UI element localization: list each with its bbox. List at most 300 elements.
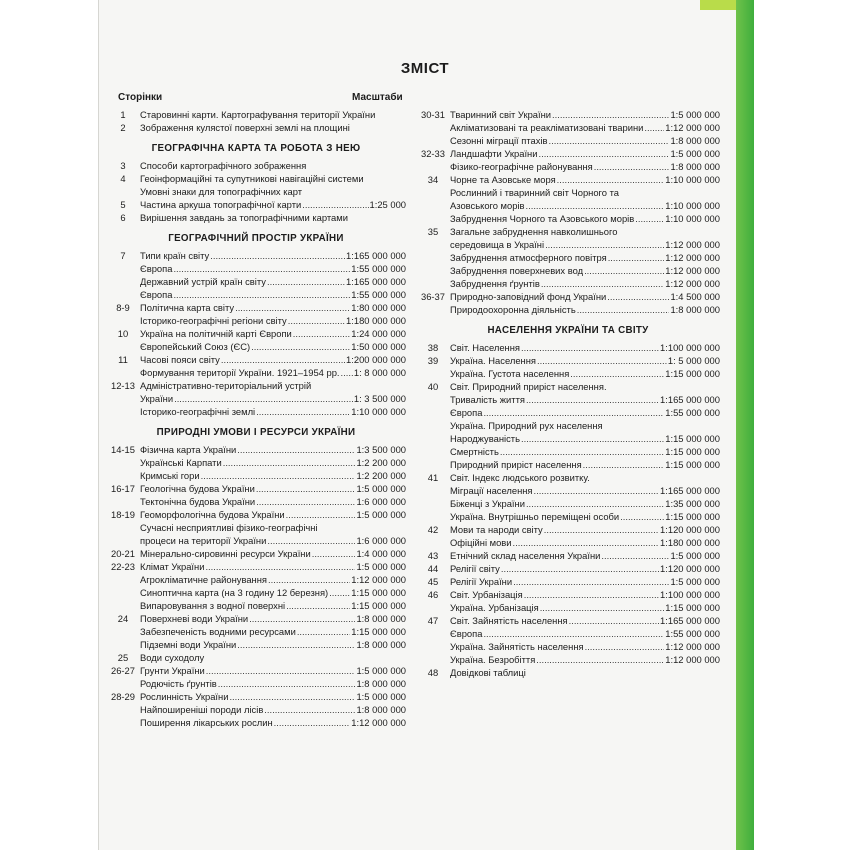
scale-value: 1:3 500 000	[356, 444, 406, 455]
dot-leader	[312, 547, 356, 560]
scale-value: 1:6 000 000	[356, 496, 406, 507]
entry-title: Часові пояси світу	[140, 354, 220, 365]
entry-title: Мови та народи світу	[450, 524, 543, 535]
toc-entry[interactable]	[416, 238, 720, 251]
entry-title: Державний устрій країн світу	[140, 276, 266, 287]
toc-entry[interactable]	[416, 419, 720, 432]
toc-entry[interactable]	[106, 379, 406, 392]
entry-title: Світ. Природний приріст населення.	[450, 381, 607, 392]
dot-leader	[229, 690, 355, 703]
dot-leader	[201, 469, 356, 482]
dot-leader	[267, 275, 345, 288]
entry-title: Політична карта світу	[140, 302, 235, 313]
page-number: 8-9	[116, 302, 130, 313]
page-number: 45	[427, 576, 439, 587]
dot-leader	[256, 495, 355, 508]
toc-entry[interactable]	[106, 443, 406, 456]
toc-entry[interactable]	[106, 560, 406, 573]
page-number: 40	[427, 381, 439, 392]
entry-title: Способи картографічного зображення	[140, 160, 307, 171]
entry-title: Зображення кулястої поверхні землі на площині	[140, 122, 350, 133]
scale-value: 1:12 000 000	[665, 641, 720, 652]
toc-entry[interactable]	[106, 249, 406, 262]
toc-entry[interactable]	[106, 547, 406, 560]
dot-leader	[268, 573, 350, 586]
page-number: 18-19	[111, 509, 135, 520]
dot-leader	[521, 432, 664, 445]
entry-title: Умовні знаки для топографічних карт	[140, 186, 303, 197]
scale-value: 1:120 000 000	[660, 563, 720, 574]
toc-entry[interactable]	[416, 251, 720, 264]
scale-value: 1:5 000 000	[356, 509, 406, 520]
scale-value: 1:15 000 000	[665, 511, 720, 522]
scale-value: 1:8 000 000	[670, 304, 720, 315]
scale-value: 1:12 000 000	[665, 122, 720, 133]
entry-title: Європа	[140, 263, 173, 274]
scale-value: 1:10 000 000	[665, 200, 720, 211]
entry-title: Україна. Внутрішньо переміщені особи	[450, 511, 620, 522]
scale-value: 1:5 000 000	[356, 665, 406, 676]
entry-title: Частина аркуша топографічної карти	[140, 199, 302, 210]
toc-entry[interactable]	[416, 380, 720, 393]
entry-title: Біженці з України	[450, 498, 525, 509]
toc-entry[interactable]	[416, 588, 720, 601]
scale-value: 1:15 000 000	[351, 600, 406, 611]
dot-leader	[205, 560, 355, 573]
dot-leader	[544, 523, 659, 536]
entry-title: Рослинність України	[140, 691, 229, 702]
toc-entry[interactable]	[416, 471, 720, 484]
page-number: 11	[118, 354, 128, 365]
toc-entry[interactable]	[416, 277, 720, 290]
scale-value: 1:5 000 000	[670, 550, 720, 561]
toc-entry[interactable]	[416, 225, 720, 238]
entry-title: Кримські гори	[140, 470, 200, 481]
scale-value: 1:12 000 000	[665, 654, 720, 665]
entry-title: Європа	[450, 628, 483, 639]
scale-value: 1:165 000 000	[660, 615, 720, 626]
dot-leader	[607, 290, 669, 303]
dot-leader	[620, 510, 664, 523]
dot-leader	[521, 341, 659, 354]
entry-title: Забруднення атмосферного повітря	[450, 252, 607, 263]
entry-title: Адміністративно-територіальний устрій	[140, 380, 312, 391]
toc-entry[interactable]	[106, 185, 406, 198]
scale-value: 1:80 000 000	[351, 302, 406, 313]
toc-entry[interactable]	[416, 627, 720, 640]
scale-value: 1:5 000 000	[356, 561, 406, 572]
dot-leader	[256, 482, 356, 495]
dot-leader	[577, 303, 670, 316]
page-number: 16-17	[111, 483, 135, 494]
toc-entry[interactable]	[416, 653, 720, 666]
scale-value: 1:8 000 000	[670, 135, 720, 146]
dot-leader	[206, 664, 356, 677]
scale-value: 1:100 000 000	[660, 589, 720, 600]
page-number: 39	[427, 355, 439, 366]
scale-value: 1:120 000 000	[660, 524, 720, 535]
dot-leader	[173, 262, 350, 275]
entry-title: Забезпеченість водними ресурсами	[140, 626, 296, 637]
scale-value: 1:180 000 000	[346, 315, 406, 326]
dot-leader	[223, 456, 356, 469]
entry-title: Світ. Зайнятість населення	[450, 615, 568, 626]
dot-leader	[541, 277, 664, 290]
scale-value: 1:15 000 000	[665, 433, 720, 444]
scales-header: Масштаби	[352, 92, 403, 103]
entry-title: Сезонні міграції птахів	[450, 135, 548, 146]
page-number: 12-13	[111, 380, 135, 391]
dot-leader	[601, 549, 669, 562]
dot-leader	[584, 264, 664, 277]
scale-value: 1:15 000 000	[351, 587, 406, 598]
entry-title: Клімат України	[140, 561, 205, 572]
dot-leader	[536, 653, 664, 666]
entry-title: Чорне та Азовське моря	[450, 174, 556, 185]
entry-title: Води суходолу	[140, 652, 205, 663]
entry-title: Світ. Населення	[450, 342, 520, 353]
toc-entry[interactable]	[106, 625, 406, 638]
toc-entry[interactable]	[106, 703, 406, 716]
dot-leader	[274, 716, 351, 729]
scale-value: 1:12 000 000	[665, 239, 720, 250]
dot-leader	[585, 640, 665, 653]
entry-title: процеси на території України	[140, 535, 267, 546]
toc-entry[interactable]	[416, 341, 720, 354]
entry-title: Геоінформаційні та супутникові навігаційні системи	[140, 173, 364, 184]
toc-entry[interactable]	[416, 562, 720, 575]
toc-entry[interactable]	[106, 534, 406, 547]
entry-title: Підземні води України	[140, 639, 237, 650]
toc-entry[interactable]	[106, 327, 406, 340]
dot-leader	[552, 108, 669, 121]
scale-value: 1:8 000 000	[356, 704, 406, 715]
toc-entry[interactable]	[416, 264, 720, 277]
toc-entry[interactable]	[106, 469, 406, 482]
scale-value: 1:10 000 000	[665, 213, 720, 224]
entry-title: Сучасні несприятливі фізико-географічні	[140, 522, 318, 533]
page-number: 7	[120, 250, 126, 261]
entry-title: Європа	[140, 289, 173, 300]
toc-entry[interactable]	[416, 173, 720, 186]
dot-leader	[341, 366, 353, 379]
toc-entry[interactable]	[416, 640, 720, 653]
page-title: ЗМІСТ	[400, 60, 450, 77]
toc-entry[interactable]	[416, 121, 720, 134]
toc-entry[interactable]	[106, 159, 406, 172]
toc-entry[interactable]	[416, 108, 720, 121]
toc-right-column	[416, 108, 720, 679]
toc-entry[interactable]	[106, 366, 406, 379]
entry-title: Найпоширеніші породи лісів	[140, 704, 264, 715]
entry-title: Забруднення Чорного та Азовського морів	[450, 213, 635, 224]
toc-entry[interactable]	[106, 638, 406, 651]
scale-value: 1:25 000	[369, 199, 406, 210]
toc-entry[interactable]	[106, 211, 406, 224]
toc-entry[interactable]	[106, 405, 406, 418]
scale-value: 1:15 000 000	[665, 446, 720, 457]
toc-entry[interactable]	[416, 432, 720, 445]
entry-title: Геоморфологічна будова України	[140, 509, 285, 520]
entry-title: Українські Карпати	[140, 457, 222, 468]
scale-value: 1:4 000 000	[356, 548, 406, 559]
entry-title: Вирішення завдань за топографічними картами	[140, 212, 348, 223]
entry-title: Офіційні мови	[450, 537, 512, 548]
entry-title: Мінерально-сировинні ресурси України	[140, 548, 311, 559]
toc-entry[interactable]	[106, 288, 406, 301]
scale-value: 1:35 000 000	[665, 498, 720, 509]
scale-value: 1:4 500 000	[670, 291, 720, 302]
entry-title: Україна. Урбанізація	[450, 602, 539, 613]
page-number: 41	[427, 472, 439, 483]
page-number: 35	[427, 226, 439, 237]
toc-entry[interactable]	[106, 599, 406, 612]
dot-leader	[569, 614, 659, 627]
toc-entry[interactable]	[106, 521, 406, 534]
scale-value: 1:10 000 000	[665, 174, 720, 185]
page-number: 24	[117, 613, 129, 624]
entry-title: Загальне забруднення навколишнього	[450, 226, 618, 237]
page-number: 44	[427, 563, 439, 574]
toc-entry[interactable]	[106, 108, 406, 121]
page-number: 2	[120, 122, 126, 133]
page-number: 42	[427, 524, 439, 535]
dot-leader	[500, 445, 664, 458]
toc-entry[interactable]	[416, 199, 720, 212]
toc-entry[interactable]	[106, 482, 406, 495]
toc-entry[interactable]	[106, 121, 406, 134]
page-number: 26-27	[111, 665, 135, 676]
dot-leader	[264, 703, 355, 716]
toc-entry[interactable]	[106, 495, 406, 508]
toc-entry[interactable]	[106, 392, 406, 405]
toc-entry[interactable]	[106, 275, 406, 288]
toc-entry[interactable]	[106, 456, 406, 469]
page-number: 30-31	[421, 109, 445, 120]
toc-entry[interactable]	[416, 186, 720, 199]
toc-entry[interactable]	[416, 354, 720, 367]
toc-entry[interactable]	[106, 677, 406, 690]
scale-value: 1:165 000 000	[660, 394, 720, 405]
page-number: 36-37	[421, 291, 445, 302]
toc-entry[interactable]	[416, 134, 720, 147]
dot-leader	[513, 536, 660, 549]
dot-leader	[286, 508, 356, 521]
toc-entry[interactable]	[416, 510, 720, 523]
toc-entry[interactable]	[106, 508, 406, 521]
dot-leader	[302, 198, 368, 211]
dot-leader	[483, 627, 664, 640]
scale-value: 1:200 000 000	[346, 354, 406, 365]
scale-value: 1:2 200 000	[356, 457, 406, 468]
dot-leader	[549, 134, 670, 147]
scale-value: 1:55 000 000	[665, 628, 720, 639]
toc-entry[interactable]	[416, 484, 720, 497]
toc-entry[interactable]	[106, 716, 406, 729]
toc-entry[interactable]	[106, 262, 406, 275]
entry-title: Забруднення ґрунтів	[450, 278, 540, 289]
toc-entry[interactable]	[416, 290, 720, 303]
scale-value: 1:6 000 000	[356, 535, 406, 546]
dot-leader	[644, 121, 664, 134]
entry-title: Історико-географічні землі	[140, 406, 256, 417]
scale-value: 1:2 200 000	[356, 470, 406, 481]
dot-leader	[235, 301, 350, 314]
toc-entry[interactable]	[416, 523, 720, 536]
entry-title: Етнічний склад населення України	[450, 550, 601, 561]
toc-entry[interactable]	[416, 303, 720, 316]
scale-value: 1:55 000 000	[665, 407, 720, 418]
toc-entry[interactable]	[416, 212, 720, 225]
entry-title: Випаровування з водної поверхні	[140, 600, 286, 611]
toc-entry[interactable]	[106, 340, 406, 353]
scale-value: 1:15 000 000	[665, 368, 720, 379]
page-number: 10	[117, 328, 129, 339]
toc-entry[interactable]	[416, 497, 720, 510]
dot-leader	[173, 288, 350, 301]
dot-leader	[537, 354, 667, 367]
dot-leader	[557, 173, 665, 186]
page-number: 46	[427, 589, 439, 600]
scale-value: 1:12 000 000	[351, 717, 406, 728]
entry-title: України	[140, 393, 174, 404]
dot-leader	[249, 612, 355, 625]
entry-title: Синоптична карта (на 3 годину 12 березня)	[140, 587, 329, 598]
page-number: 20-21	[111, 548, 135, 559]
entry-title: Поверхневі води України	[140, 613, 249, 624]
dot-leader	[221, 353, 345, 366]
scale-value: 1:10 000 000	[351, 406, 406, 417]
scale-value: 1:8 000 000	[356, 678, 406, 689]
toc-entry[interactable]	[416, 575, 720, 588]
scale-value: 1:12 000 000	[665, 278, 720, 289]
page-number: 22-23	[111, 561, 135, 572]
dot-leader	[329, 586, 350, 599]
scale-value: 1: 3 500 000	[353, 393, 406, 404]
section-heading: ПРИРОДНІ УМОВИ І РЕСУРСИ УКРАЇНИ	[156, 427, 356, 438]
entry-title: Ландшафти України	[450, 148, 538, 159]
toc-entry[interactable]	[416, 614, 720, 627]
entry-title: Типи країн світу	[140, 250, 210, 261]
toc-entry[interactable]	[416, 406, 720, 419]
entry-title: Геологічна будова України	[140, 483, 255, 494]
toc-entry[interactable]	[416, 601, 720, 614]
dot-leader	[513, 575, 669, 588]
toc-entry[interactable]	[106, 664, 406, 677]
dot-leader	[583, 458, 665, 471]
toc-entry[interactable]	[416, 147, 720, 160]
scale-value: 1:24 000 000	[351, 328, 406, 339]
page-number: 43	[427, 550, 439, 561]
entry-title: Природоохоронна діяльність	[450, 304, 576, 315]
page-number: 1	[120, 109, 126, 120]
entry-title: Формування території України. 1921–1954 рр.	[140, 367, 340, 378]
dot-leader	[256, 405, 350, 418]
entry-title: Рослинний і тваринний світ Чорного та	[450, 187, 619, 198]
dot-leader	[538, 147, 669, 160]
entry-title: Тваринний світ України	[450, 109, 552, 120]
pages-header: Сторінки	[118, 92, 163, 103]
scale-value: 1: 8 000 000	[353, 367, 406, 378]
toc-entry[interactable]	[106, 198, 406, 211]
scale-value: 1:50 000 000	[351, 341, 406, 352]
toc-entry[interactable]	[106, 301, 406, 314]
dot-leader	[483, 406, 664, 419]
toc-entry[interactable]	[106, 314, 406, 327]
dot-leader	[288, 314, 345, 327]
scale-value: 1:165 000 000	[346, 276, 406, 287]
page-number: 5	[120, 199, 126, 210]
entry-title: Європа	[450, 407, 483, 418]
scale-value: 1:8 000 000	[356, 613, 406, 624]
entry-title: Релігії України	[450, 576, 513, 587]
toc-entry[interactable]	[416, 536, 720, 549]
dot-leader	[174, 392, 353, 405]
scale-value: 1:100 000 000	[660, 342, 720, 353]
dot-leader	[526, 393, 659, 406]
toc-entry[interactable]	[106, 586, 406, 599]
toc-entry[interactable]	[416, 666, 720, 679]
toc-entry[interactable]	[416, 393, 720, 406]
page-number: 6	[120, 212, 126, 223]
scale-value: 1:15 000 000	[351, 626, 406, 637]
entry-title: Агрокліматичне районування	[140, 574, 267, 585]
dot-leader	[534, 484, 660, 497]
page-number: 34	[427, 174, 439, 185]
toc-entry[interactable]	[106, 573, 406, 586]
toc-entry[interactable]	[416, 549, 720, 562]
toc-entry[interactable]	[106, 651, 406, 664]
toc-entry[interactable]	[416, 160, 720, 173]
toc-entry[interactable]	[416, 445, 720, 458]
entry-title: Грунти України	[140, 665, 205, 676]
entry-title: Азовського морів	[450, 200, 525, 211]
toc-entry[interactable]	[416, 367, 720, 380]
scale-value: 1: 5 000 000	[667, 355, 720, 366]
entry-title: Україна. Зайнятість населення	[450, 641, 584, 652]
scale-value: 1:12 000 000	[665, 265, 720, 276]
entry-title: Акліматизовані та реакліматизовані тварини	[450, 122, 644, 133]
scale-value: 1:55 000 000	[351, 263, 406, 274]
entry-title: Природний приріст населення	[450, 459, 582, 470]
toc-entry[interactable]	[106, 612, 406, 625]
entry-title: Природно-заповідний фонд України	[450, 291, 607, 302]
entry-title: Україна. Природний рух населення	[450, 420, 603, 431]
entry-title: Тектонічна будова України	[140, 496, 256, 507]
scale-value: 1:5 000 000	[356, 691, 406, 702]
toc-entry[interactable]	[416, 458, 720, 471]
toc-entry[interactable]	[106, 690, 406, 703]
scale-value: 1:12 000 000	[351, 574, 406, 585]
scale-value: 1:5 000 000	[670, 109, 720, 120]
dot-leader	[545, 238, 664, 251]
entry-title: Народжуваність	[450, 433, 520, 444]
toc-entry[interactable]	[106, 172, 406, 185]
page-number: 4	[120, 173, 126, 184]
entry-title: Родючість ґрунтів	[140, 678, 217, 689]
entry-title: Світ. Індекс людського розвитку.	[450, 472, 590, 483]
dot-leader	[293, 327, 350, 340]
entry-title: Світ. Урбанізація	[450, 589, 523, 600]
dot-leader	[526, 497, 664, 510]
entry-title: середовища в Україні	[450, 239, 545, 250]
toc-entry[interactable]	[106, 353, 406, 366]
page-number: 48	[427, 667, 439, 678]
page-number: 28-29	[111, 691, 135, 702]
entry-title: Поширення лікарських рослин	[140, 717, 273, 728]
scale-value: 1:165 000 000	[346, 250, 406, 261]
dot-leader	[218, 677, 356, 690]
